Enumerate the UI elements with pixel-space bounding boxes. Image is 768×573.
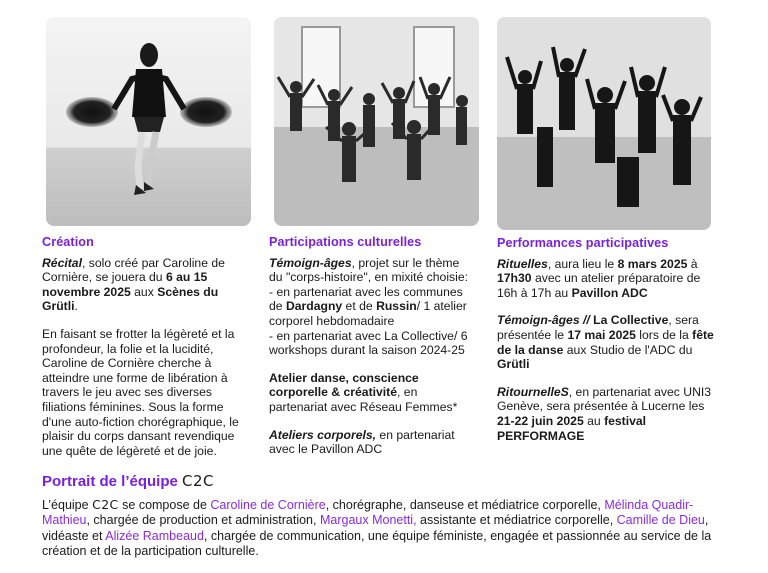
rituelles-paragraph: Rituelles, aura lieu le 8 mars 2025 à 17h30 avec un atelier préparatoire de 16h à 17h au Pavillon ADC (497, 256, 701, 300)
column-performances (497, 236, 722, 456)
photo-workshop (274, 17, 479, 226)
portrait-heading: Portrait de l’équipe C2C (42, 472, 215, 490)
portrait-paragraph: L’équipe C2C se compose de Caroline de Cornière, chorégraphe, danseuse et médiatrice corporelle, Mélinda Quadir-Mathieu, chargée de production et administration, Margaux Monetti, assistante et médiatrice corporelle, Camille de Dieu, vidéaste et Alizée Rambeaud, chargée de communication, une équipe féministe, engagée et passionnée au service de la création et de la participation culturelle. (42, 497, 712, 559)
ateliers-corporels-paragraph: Ateliers corporels, en partenariat avec le Pavillon ADC (269, 427, 455, 457)
column-creation (42, 235, 242, 471)
atelier-danse-paragraph: Atelier danse, conscience corporelle & créativité, en partenariat avec Réseau Femmes* (269, 370, 458, 414)
member-alizee: Alizée Rambeaud (105, 528, 204, 543)
c2c-logo-text: C2C (182, 472, 215, 490)
recital-description: En faisant se frotter la légèreté et la profondeur, la folie et la lucidité, Caroline de Cornière cherche à atteindre une forme de libération à travers le jeu avec ses diverses filiations féminines. Sous la forme d'une auto-fiction chorégraphique, le plaisir du corps dansant revendique une quête de légèreté et de joie. (42, 326, 239, 458)
creation-heading: Création (42, 235, 94, 249)
member-melinda: Mélinda Quadir-Mathieu (42, 498, 694, 528)
recital-dancer-image (46, 17, 251, 226)
member-margaux: Margaux Monetti, (319, 513, 417, 528)
recital-paragraph: Récital, solo créé par Caroline de Cornière, se jouera du 6 au 15 novembre 2025 aux Scènes du Grütli. (42, 255, 225, 314)
photo-recital (46, 17, 251, 226)
member-caroline: Caroline de Cornière (210, 498, 326, 512)
temoign-ages-collective-paragraph: Témoign-âges // La Collective, sera présentée le 17 mai 2025 lors de la fête de la danse aux Studio de l'ADC du Grütli (497, 313, 714, 372)
temoign-ages-paragraph: Témoign-âges, projet sur le thème du "corps-histoire", en mixité choisie: - en partenariat avec les communes de Dardagny et de Russin/ 1 atelier corporel hebdomadaire - en partenariat avec La Collective/ 6 workshops durant la saison 2024-25 (269, 255, 468, 358)
member-camille: Camille de Dieu (616, 513, 705, 528)
workshop-group-image (274, 17, 479, 226)
performances-heading: Performances participatives (497, 236, 669, 250)
ritournelles-paragraph: RitournelleS, en partenariat avec UNI3 Genève, sera présentée à Lucerne les 21-22 juin 2025 au festival PERFORMAGE (497, 384, 712, 443)
performance-group-image (497, 17, 711, 230)
photo-performance (497, 17, 711, 230)
participations-heading: Participations culturelles (269, 235, 422, 249)
column-participations (269, 235, 474, 470)
